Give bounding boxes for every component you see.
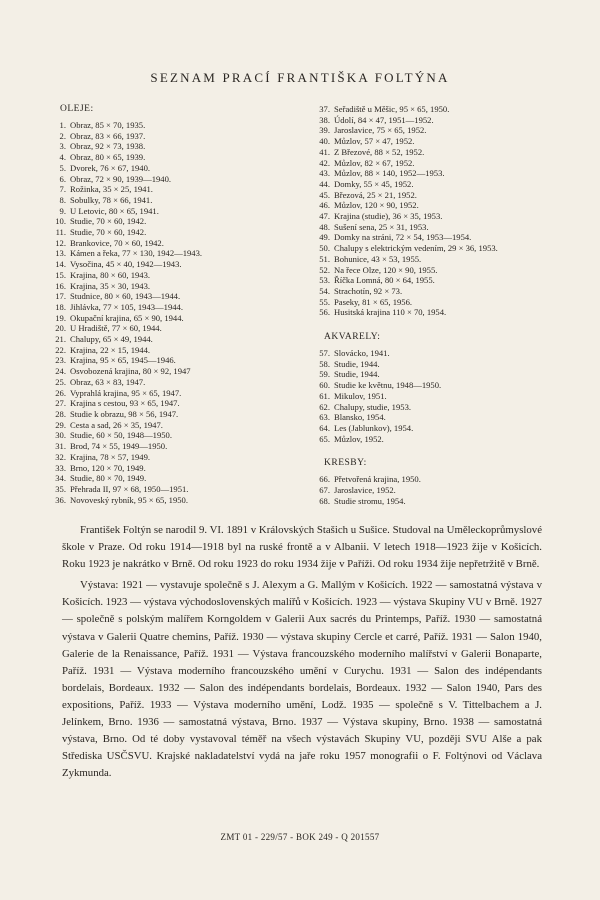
item-number: 58. — [319, 358, 330, 369]
item-text: Studie ke květnu, 1948—1950. — [334, 380, 442, 391]
item-text: Cesta a sad, 26 × 35, 1947. — [70, 419, 163, 430]
list-item — [46, 452, 296, 463]
list-item — [310, 434, 568, 445]
works-column-right — [310, 104, 568, 507]
item-number: 55. — [319, 296, 330, 307]
item-text: Krajina, 35 × 30, 1943. — [70, 280, 151, 291]
item-number: 42. — [319, 157, 330, 168]
item-text: Dvorek, 76 × 67, 1940. — [70, 162, 151, 173]
item-text: Můzlov, 82 × 67, 1952. — [334, 157, 415, 168]
item-text: Blansko, 1954. — [334, 412, 386, 423]
item-number: 5. — [59, 162, 66, 173]
item-number: 50. — [319, 243, 330, 254]
works-column-left — [46, 104, 296, 505]
item-text: Novoveský rybník, 95 × 65, 1950. — [70, 494, 188, 505]
item-text: Údolí, 84 × 47, 1951—1952. — [334, 114, 434, 125]
list-item — [310, 147, 568, 158]
item-number: 59. — [319, 369, 330, 380]
item-text: Jaroslavice, 75 × 65, 1952. — [334, 125, 427, 136]
item-text: Slovácko, 1941. — [334, 348, 390, 359]
item-text: Strachotín, 92 × 73. — [334, 285, 403, 296]
item-number: 54. — [319, 285, 330, 296]
list-item — [46, 152, 296, 163]
list-item — [310, 136, 568, 147]
item-text: Krajina s cestou, 93 × 65, 1947. — [70, 398, 180, 409]
item-text: Vysočina, 45 × 40, 1942—1943. — [70, 259, 182, 270]
item-number: 51. — [319, 253, 330, 264]
item-text: Studie k obrazu, 98 × 56, 1947. — [70, 408, 179, 419]
item-text: Krajina, 80 × 60, 1943. — [70, 269, 151, 280]
item-text: Brno, 120 × 70, 1949. — [70, 462, 146, 473]
item-text: Studie, 1944. — [334, 358, 380, 369]
item-number: 8. — [59, 194, 66, 205]
item-text: Březová, 25 × 21, 1952. — [334, 189, 417, 200]
item-number: 19. — [55, 312, 66, 323]
item-text: Obraz, 85 × 70, 1935. — [70, 120, 146, 130]
item-text: Bohunice, 43 × 53, 1955. — [334, 253, 422, 264]
list-item — [46, 227, 296, 238]
item-text: Kámen a řeka, 77 × 130, 1942—1943. — [70, 248, 203, 259]
list-item — [310, 297, 568, 308]
item-number: 18. — [55, 301, 66, 312]
print-footer: ZMT 01 - 229/57 - BOK 249 - Q 201557 — [220, 832, 380, 842]
exhibitions-paragraph: Výstava: 1921 — vystavuje společně s J. Alexym a G. Mallým v Košicích. 1922 — samostatná výstava v Košicích. 1923 — výstava východoslovenských malířů v Košicích. 1923 — výstava Skupiny VU v Brně. 1927 — společně s polským malířem Korngoldem v Galerii Aux sacrés du Printemps, Paříž. 1930 — samostatná výstava v Galerii Quatre chemins, Paříž. 1930 — výstava skupiny Cercle et carré, Paříž. 1931 — Salon 1940, Galerie de la Renaissance, Paříž. 1931 — Výstava francouzského moderního malířství v Galerii Bonaparte, Paříž. 1931 — Výstava moderního francouzského umění v Curychu. 1931 — Salon des indépendants bordelais, Bordeaux. 1932 — Salon des indépendants bordelais, Bordeaux. 1932 — Salon 1940, Pars des expositions, Paříž. 1933 — Výstava moderního umění, Lodž. 1935 — společně s V. Tittelbachem a J. Jelínkem, Brno. 1936 — samostatná výstava, Brno. 1937 — Výstava skupiny, Brno. 1938 — samostatná výstava, Brno. Od té doby vystavoval téměř na všech výstavách Skupiny VU, později SVU Alše a pak Střediska USČSVU. Krajské nakladatelství vydá na jaře roku 1957 monografii o F. Foltýnovi od Václava Zykmunda. — [62, 579, 542, 780]
list-item — [310, 474, 568, 485]
list-item — [46, 206, 296, 217]
item-text: Chalupy, 65 × 49, 1944. — [70, 334, 153, 345]
item-number: 32. — [55, 451, 66, 462]
list-item — [310, 104, 568, 115]
list-item — [310, 179, 568, 190]
list-item — [46, 184, 296, 195]
item-number: 7. — [59, 184, 66, 195]
item-number: 20. — [55, 323, 66, 334]
item-number: 63. — [319, 412, 330, 423]
item-number: 39. — [319, 125, 330, 136]
list-item — [310, 369, 568, 380]
list-item — [46, 441, 296, 452]
item-number: 10. — [55, 216, 66, 227]
list-item — [46, 334, 296, 345]
biography-section — [62, 522, 542, 782]
item-number: 38. — [319, 114, 330, 125]
item-number: 37. — [319, 104, 330, 114]
item-text: Můzlov, 120 × 90, 1952. — [334, 200, 419, 211]
item-number: 2. — [59, 130, 66, 141]
item-text: Krajina (studie), 36 × 35, 1953. — [334, 211, 443, 222]
list-item — [46, 195, 296, 206]
item-number: 26. — [55, 387, 66, 398]
oleje-list-part-2 — [310, 104, 568, 318]
list-item — [310, 243, 568, 254]
item-number: 12. — [55, 237, 66, 248]
item-text: Studie, 70 × 60, 1942. — [70, 227, 147, 238]
list-item — [46, 377, 296, 388]
list-item — [46, 281, 296, 292]
list-item — [310, 232, 568, 243]
list-item — [310, 402, 568, 413]
item-number: 62. — [319, 401, 330, 412]
item-number: 53. — [319, 275, 330, 286]
item-number: 36. — [55, 494, 66, 505]
list-item — [310, 391, 568, 402]
list-item — [46, 484, 296, 495]
list-item — [46, 345, 296, 356]
item-number: 57. — [319, 348, 330, 359]
item-text: Obraz, 63 × 83, 1947. — [70, 376, 146, 387]
item-text: Studie stromu, 1954. — [334, 495, 406, 506]
item-text: Krajina, 95 × 65, 1945—1946. — [70, 355, 176, 366]
list-item — [310, 211, 568, 222]
item-text: Můzlov, 88 × 140, 1952—1953. — [334, 168, 445, 179]
list-item — [310, 275, 568, 286]
list-item — [46, 163, 296, 174]
item-number: 68. — [319, 495, 330, 506]
item-number: 11. — [55, 227, 66, 238]
oleje-list-part-1 — [46, 120, 296, 505]
item-text: Obraz, 80 × 65, 1939. — [70, 152, 146, 163]
item-number: 3. — [59, 141, 66, 152]
item-number: 41. — [319, 146, 330, 157]
biography-paragraph: František Foltýn se narodil 9. VI. 1891 v Královských Stašich u Sušice. Studoval na Uměleckoprůmyslové škole v Praze. Od roku 1914—1918 byl na ruské frontě a v Albanii. V letech 1918—1923 žije v Košicích. Roku 1923 je nakrátko v Brně. Od roku 1923 do roku 1934 žije v Paříži. Od roku 1934 žije nepřetržitě v Brně. — [62, 524, 542, 571]
list-item — [46, 302, 296, 313]
item-text: Studie, 70 × 60, 1942. — [70, 216, 147, 227]
list-item — [46, 430, 296, 441]
list-item — [46, 174, 296, 185]
item-number: 35. — [55, 483, 66, 494]
item-text: Jihlávka, 77 × 105, 1943—1944. — [70, 301, 183, 312]
item-text: Rožinka, 35 × 25, 1941. — [70, 184, 153, 195]
list-item — [46, 131, 296, 142]
list-item — [46, 238, 296, 249]
item-number: 46. — [319, 200, 330, 211]
item-text: Sušení sena, 25 × 31, 1953. — [334, 221, 429, 232]
item-number: 67. — [319, 485, 330, 496]
section-heading-oleje: OLEJE: — [60, 104, 94, 114]
item-number: 56. — [319, 307, 330, 318]
page-title: SEZNAM PRACÍ FRANTIŠKA FOLTÝNA — [150, 70, 450, 85]
item-number: 64. — [319, 422, 330, 433]
list-item — [310, 286, 568, 297]
item-number: 45. — [319, 189, 330, 200]
item-number: 47. — [319, 211, 330, 222]
item-number: 48. — [319, 221, 330, 232]
list-item — [310, 412, 568, 423]
list-item — [46, 120, 296, 131]
list-item — [310, 265, 568, 276]
list-item — [310, 348, 568, 359]
list-item — [46, 409, 296, 420]
item-text: Studie, 80 × 70, 1949. — [70, 473, 147, 484]
item-number: 22. — [55, 344, 66, 355]
item-number: 49. — [319, 232, 330, 243]
item-text: Na řece Olze, 120 × 90, 1955. — [334, 264, 438, 275]
item-text: Brod, 74 × 55, 1949—1950. — [70, 441, 168, 452]
item-number: 1. — [59, 120, 66, 130]
item-text: Studie, 60 × 50, 1948—1950. — [70, 430, 173, 441]
list-item — [46, 259, 296, 270]
item-text: Husitská krajina 110 × 70, 1954. — [334, 307, 447, 318]
item-number: 28. — [55, 408, 66, 419]
item-text: Chalupy, studie, 1953. — [334, 401, 412, 412]
list-item — [46, 355, 296, 366]
item-text: Můzlov, 57 × 47, 1952. — [334, 136, 415, 147]
item-text: Obraz, 92 × 73, 1938. — [70, 141, 146, 152]
item-text: Brankovice, 70 × 60, 1942. — [70, 237, 164, 248]
item-text: Osvobozená krajina, 80 × 92, 1947 — [70, 366, 191, 377]
list-item — [46, 463, 296, 474]
section-heading-akvarely: AKVARELY: — [324, 332, 381, 343]
list-item — [46, 291, 296, 302]
item-number: 24. — [55, 366, 66, 377]
item-number: 40. — [319, 136, 330, 147]
item-number: 27. — [55, 398, 66, 409]
item-number: 52. — [319, 264, 330, 275]
list-item — [310, 200, 568, 211]
item-text: Krajina, 22 × 15, 1944. — [70, 344, 151, 355]
list-item — [46, 388, 296, 399]
item-text: Studnice, 80 × 60, 1943—1944. — [70, 291, 181, 302]
item-text: Les (Jablunkov), 1954. — [334, 422, 414, 433]
item-text: Domky na stráni, 72 × 54, 1953—1954. — [334, 232, 472, 243]
list-item — [46, 473, 296, 484]
item-number: 44. — [319, 178, 330, 189]
item-number: 61. — [319, 390, 330, 401]
item-text: Obraz, 72 × 90, 1939—1940. — [70, 173, 172, 184]
item-number: 60. — [319, 380, 330, 391]
section-heading-kresby: KRESBY: — [324, 458, 367, 469]
list-item — [310, 125, 568, 136]
item-text: Můzlov, 1952. — [334, 433, 384, 444]
list-item — [310, 168, 568, 179]
list-item — [310, 254, 568, 265]
list-item — [46, 420, 296, 431]
item-number: 6. — [59, 173, 66, 184]
list-item — [46, 216, 296, 227]
item-number: 31. — [55, 441, 66, 452]
list-item — [46, 495, 296, 506]
list-item — [310, 190, 568, 201]
item-number: 30. — [55, 430, 66, 441]
item-text: Krajina, 78 × 57, 1949. — [70, 451, 151, 462]
item-text: Mikulov, 1951. — [334, 390, 387, 401]
item-text: Obraz, 83 × 66, 1937. — [70, 130, 146, 141]
item-text: Přehrada II, 97 × 68, 1950—1951. — [70, 483, 189, 494]
item-text: Domky, 55 × 45, 1952. — [334, 178, 414, 189]
list-item — [310, 496, 568, 507]
item-number: 43. — [319, 168, 330, 179]
item-number: 33. — [55, 462, 66, 473]
item-number: 29. — [55, 419, 66, 430]
list-item — [46, 398, 296, 409]
item-number: 16. — [55, 280, 66, 291]
list-item — [310, 222, 568, 233]
item-number: 21. — [55, 334, 66, 345]
list-item — [310, 158, 568, 169]
item-number: 9. — [59, 205, 66, 216]
item-number: 25. — [55, 376, 66, 387]
item-number: 34. — [55, 473, 66, 484]
item-number: 17. — [55, 291, 66, 302]
item-text: Chalupy s elektrickým vedením, 29 × 36, 1953. — [334, 243, 498, 254]
item-text: Z Březové, 88 × 52, 1952. — [334, 146, 425, 157]
item-text: U Hradiště, 77 × 60, 1944. — [70, 323, 162, 334]
kresby-list — [310, 474, 568, 506]
item-text: Sobulky, 78 × 66, 1941. — [70, 194, 153, 205]
list-item — [46, 270, 296, 281]
list-item — [310, 423, 568, 434]
item-text: U Letovic, 80 × 65, 1941. — [70, 205, 159, 216]
item-text: Studie, 1944. — [334, 369, 380, 380]
list-item — [46, 248, 296, 259]
akvarely-list — [310, 348, 568, 444]
item-number: 4. — [59, 152, 66, 163]
item-text: Jaroslavice, 1952. — [334, 485, 396, 496]
item-text: Říčka Lomná, 80 × 64, 1955. — [334, 275, 435, 286]
item-text: Vyprahlá krajina, 95 × 65, 1947. — [70, 387, 182, 398]
item-number: 15. — [55, 269, 66, 280]
item-number: 13. — [55, 248, 66, 259]
item-text: Paseky, 81 × 65, 1956. — [334, 296, 413, 307]
item-number: 65. — [319, 433, 330, 444]
item-number: 14. — [55, 259, 66, 270]
list-item — [310, 115, 568, 126]
list-item — [46, 366, 296, 377]
item-number: 66. — [319, 474, 330, 485]
item-number: 23. — [55, 355, 66, 366]
list-item — [310, 307, 568, 318]
item-text: Přetvořená krajina, 1950. — [334, 474, 421, 485]
list-item — [46, 313, 296, 324]
list-item — [46, 141, 296, 152]
list-item — [310, 359, 568, 370]
item-text: Okupační krajina, 65 × 90, 1944. — [70, 312, 184, 323]
list-item — [310, 380, 568, 391]
item-text: Seřadiště u Měšic, 95 × 65, 1950. — [334, 104, 450, 114]
list-item — [310, 485, 568, 496]
list-item — [46, 323, 296, 334]
